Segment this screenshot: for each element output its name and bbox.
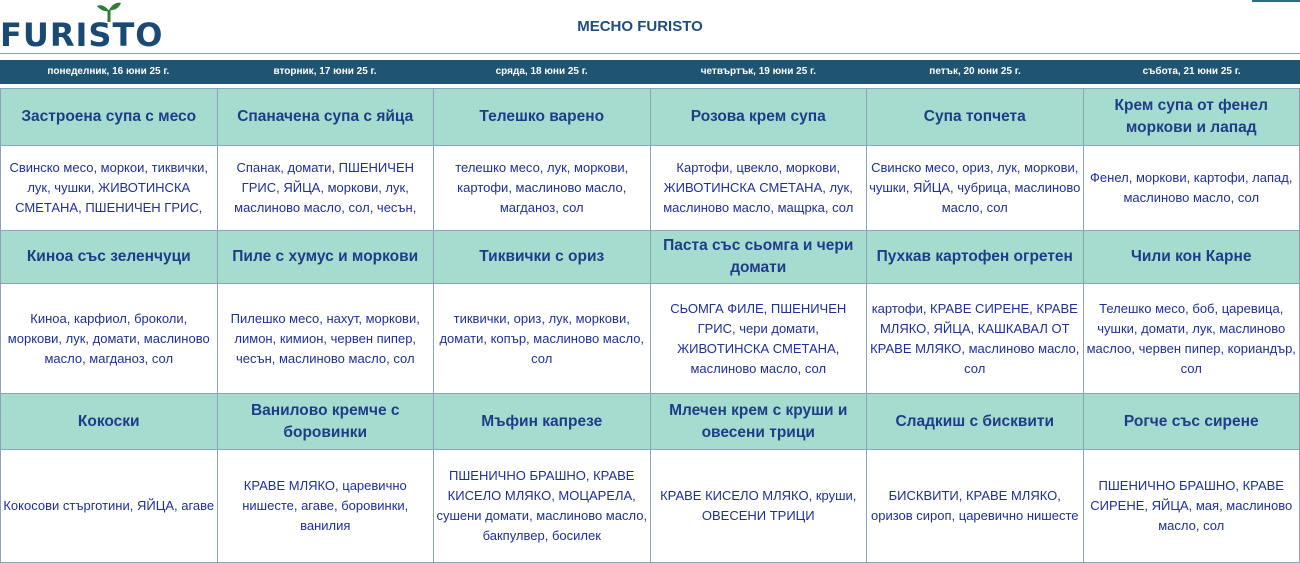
ingredients-cell: Картофи, цвекло, моркови, ЖИВОТИНСКА СМЕТАНА, лук, маслиново масло, мащрка, сол — [650, 146, 867, 231]
divider — [0, 53, 1300, 54]
header — [0, 0, 1300, 56]
ingredients-cell: БИСКВИТИ, КРАВЕ МЛЯКО, оризов сироп, царевично нишесте — [867, 450, 1084, 563]
ingredients-cell: Пилешко месо, нахут, моркови, лимон, кимион, червен пипер, чесън, маслиново масло, сол — [217, 284, 434, 394]
day-header: сряда, 18 юни 25 г. — [495, 66, 588, 77]
dish-row — [1, 394, 1300, 450]
ingredients-cell: Кокосови стърготини, ЯЙЦА, агаве — [1, 450, 218, 563]
ingredients-cell: картофи, КРАВЕ СИРЕНЕ, КРАВЕ МЛЯКО, ЯЙЦА, КАШКАВАЛ ОТ КРАВЕ МЛЯКО, маслиново масло, сол — [867, 284, 1084, 394]
furisto-logo — [0, 8, 196, 52]
dish-name: Сладкиш с бисквити — [867, 394, 1084, 450]
dish-name: Телешко варено — [434, 89, 651, 146]
ingredients-cell: телешко месо, лук, моркови, картофи, маслиново масло, магданоз, сол — [434, 146, 651, 231]
ingredients-row — [1, 146, 1300, 231]
ingredients-row — [1, 450, 1300, 563]
dish-name: Рогче със сирене — [1083, 394, 1300, 450]
dish-name: Крем супа от фенел моркови и лапад — [1083, 89, 1300, 146]
day-header: вторник, 17 юни 25 г. — [273, 66, 377, 77]
ingredients-cell: Свинско месо, моркои, тиквички, лук, чушки, ЖИВОТИНСКА СМЕТАНА, ПШЕНИЧЕН ГРИС, — [1, 146, 218, 231]
ingredients-cell: тиквички, ориз, лук, моркови, домати, копър, маслиново масло, сол — [434, 284, 651, 394]
logo-text: FURISTO — [0, 16, 164, 54]
dish-name: Паста със сьомга и чери домати — [650, 231, 867, 284]
dish-name: Мъфин капрезе — [434, 394, 651, 450]
day-header: понеделник, 16 юни 25 г. — [47, 66, 170, 77]
ingredients-cell: Телешко месо, боб, царевица, чушки, домати, лук, маслиново маслоо, червен пипер, кориандър, сол — [1083, 284, 1300, 394]
ingredients-cell: КРАВЕ МЛЯКО, царевично нишесте, агаве, боровинки, ванилия — [217, 450, 434, 563]
corner-rule — [1252, 0, 1300, 2]
ingredients-cell: Фенел, моркови, картофи, лапад, маслиново масло, сол — [1083, 146, 1300, 231]
ingredients-row — [1, 284, 1300, 394]
dish-name: Ванилово кремче с боровинки — [217, 394, 434, 450]
ingredients-cell: КРАВЕ КИСЕЛО МЛЯКО, круши, ОВЕСЕНИ ТРИЦИ — [650, 450, 867, 563]
ingredients-cell: Спанак, домати, ПШЕНИЧЕН ГРИС, ЯЙЦА, моркови, лук, маслиново масло, сол, чесън, — [217, 146, 434, 231]
dish-name: Млечен крем с круши и овесени трици — [650, 394, 867, 450]
page-title: МЕСНО FURISTO — [577, 18, 703, 35]
menu-table — [0, 88, 1300, 563]
dish-name: Супа топчета — [867, 89, 1084, 146]
dish-name: Кокоски — [1, 394, 218, 450]
ingredients-cell: Свинско месо, ориз, лук, моркови, чушки, ЯЙЦА, чубрица, маслиново масло, сол — [867, 146, 1084, 231]
dish-name: Чили кон Карне — [1083, 231, 1300, 284]
dish-name: Спаначена супа с яйца — [217, 89, 434, 146]
dish-name: Застроена супа с месо — [1, 89, 218, 146]
ingredients-cell: ПШЕНИЧНО БРАШНО, КРАВЕ СИРЕНЕ, ЯЙЦА, мая, маслиново масло, сол — [1083, 450, 1300, 563]
dish-name: Киноа със зеленчуци — [1, 231, 218, 284]
day-header: четвъртък, 19 юни 25 г. — [700, 66, 816, 77]
day-header: събота, 21 юни 25 г. — [1142, 66, 1241, 77]
dish-row — [1, 231, 1300, 284]
day-header: петък, 20 юни 25 г. — [929, 66, 1021, 77]
dish-name: Пухкав картофен огретен — [867, 231, 1084, 284]
dish-name: Пиле с хумус и моркови — [217, 231, 434, 284]
day-header-bar — [0, 60, 1300, 84]
dish-name: Тиквички с ориз — [434, 231, 651, 284]
ingredients-cell: СЬОМГА ФИЛЕ, ПШЕНИЧЕН ГРИС, чери домати, ЖИВОТИНСКА СМЕТАНА, маслиново масло, сол — [650, 284, 867, 394]
ingredients-cell: ПШЕНИЧНО БРАШНО, КРАВЕ КИСЕЛО МЛЯКО, МОЦАРЕЛА, сушени домати, маслиново масло, бакпулвер, босилек — [434, 450, 651, 563]
dish-row — [1, 89, 1300, 146]
ingredients-cell: Киноа, карфиол, броколи, моркови, лук, домати, маслиново масло, магданоз, сол — [1, 284, 218, 394]
dish-name: Розова крем супа — [650, 89, 867, 146]
